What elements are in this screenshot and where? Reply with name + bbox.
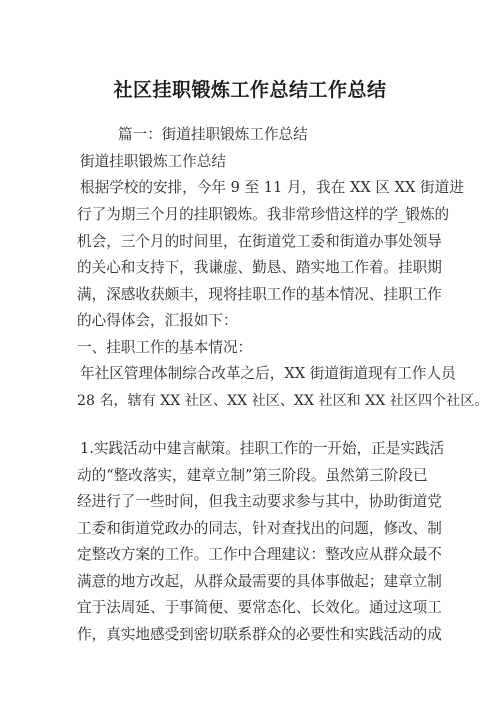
paragraph-line: 1.实践活动中建言献策。挂职工作的一开始，正是实践活 bbox=[80, 440, 445, 457]
section-heading: 篇一：街道挂职锻炼工作总结 bbox=[118, 126, 308, 143]
paragraph-line: 的心得体会，汇报如下： bbox=[77, 312, 238, 329]
paragraph-line: 满，深感收获颇丰，现将挂职工作的基本情况、挂职工作 bbox=[77, 286, 442, 303]
paragraph-line: 宜于法周延、于事简便、要常态化、长效化。通过这项工 bbox=[77, 599, 442, 616]
paragraph-line: 机会，三个月的时间里，在街道党工委和街道办事处领导 bbox=[77, 233, 442, 250]
paragraph-line: 动的“整改落实，建章立制”第三阶段。虽然第三阶段已 bbox=[77, 467, 428, 484]
paragraph-line: 工委和街道党政办的同志，针对查找出的问题，修改、制 bbox=[77, 520, 442, 537]
paragraph-line: 定整改方案的工作。工作中合理建议：整改应从群众最不 bbox=[77, 546, 442, 563]
paragraph-line: 行了为期三个月的挂职锻炼。我非常珍惜这样的学_锻炼的 bbox=[77, 206, 450, 223]
section-heading: 一、挂职工作的基本情况： bbox=[77, 339, 253, 356]
paragraph-line: 年社区管理体制综合改革之后，XX 街道街道现有工作人员 bbox=[80, 365, 456, 382]
paragraph-line: 根据学校的安排，今年 9 至 11 月，我在 XX 区 XX 街道进 bbox=[80, 179, 464, 196]
paragraph-line: 28 名，辖有 XX 社区、XX 社区、XX 社区和 XX 社区四个社区。 bbox=[77, 393, 489, 409]
paragraph-line: 的关心和支持下，我谦虚、勤恳、踏实地工作着。挂职期 bbox=[77, 259, 442, 276]
document-title: 社区挂职锻炼工作总结工作总结 bbox=[113, 79, 387, 101]
subheading: 街道挂职锻炼工作总结 bbox=[80, 153, 226, 170]
paragraph-line: 作，真实地感受到密切联系群众的必要性和实践活动的成 bbox=[77, 626, 442, 643]
paragraph-line: 满意的地方改起，从群众最需要的具体事做起；建章立制 bbox=[77, 573, 442, 590]
paragraph-line: 经进行了一些时间，但我主动要求参与其中，协助街道党 bbox=[77, 493, 442, 510]
